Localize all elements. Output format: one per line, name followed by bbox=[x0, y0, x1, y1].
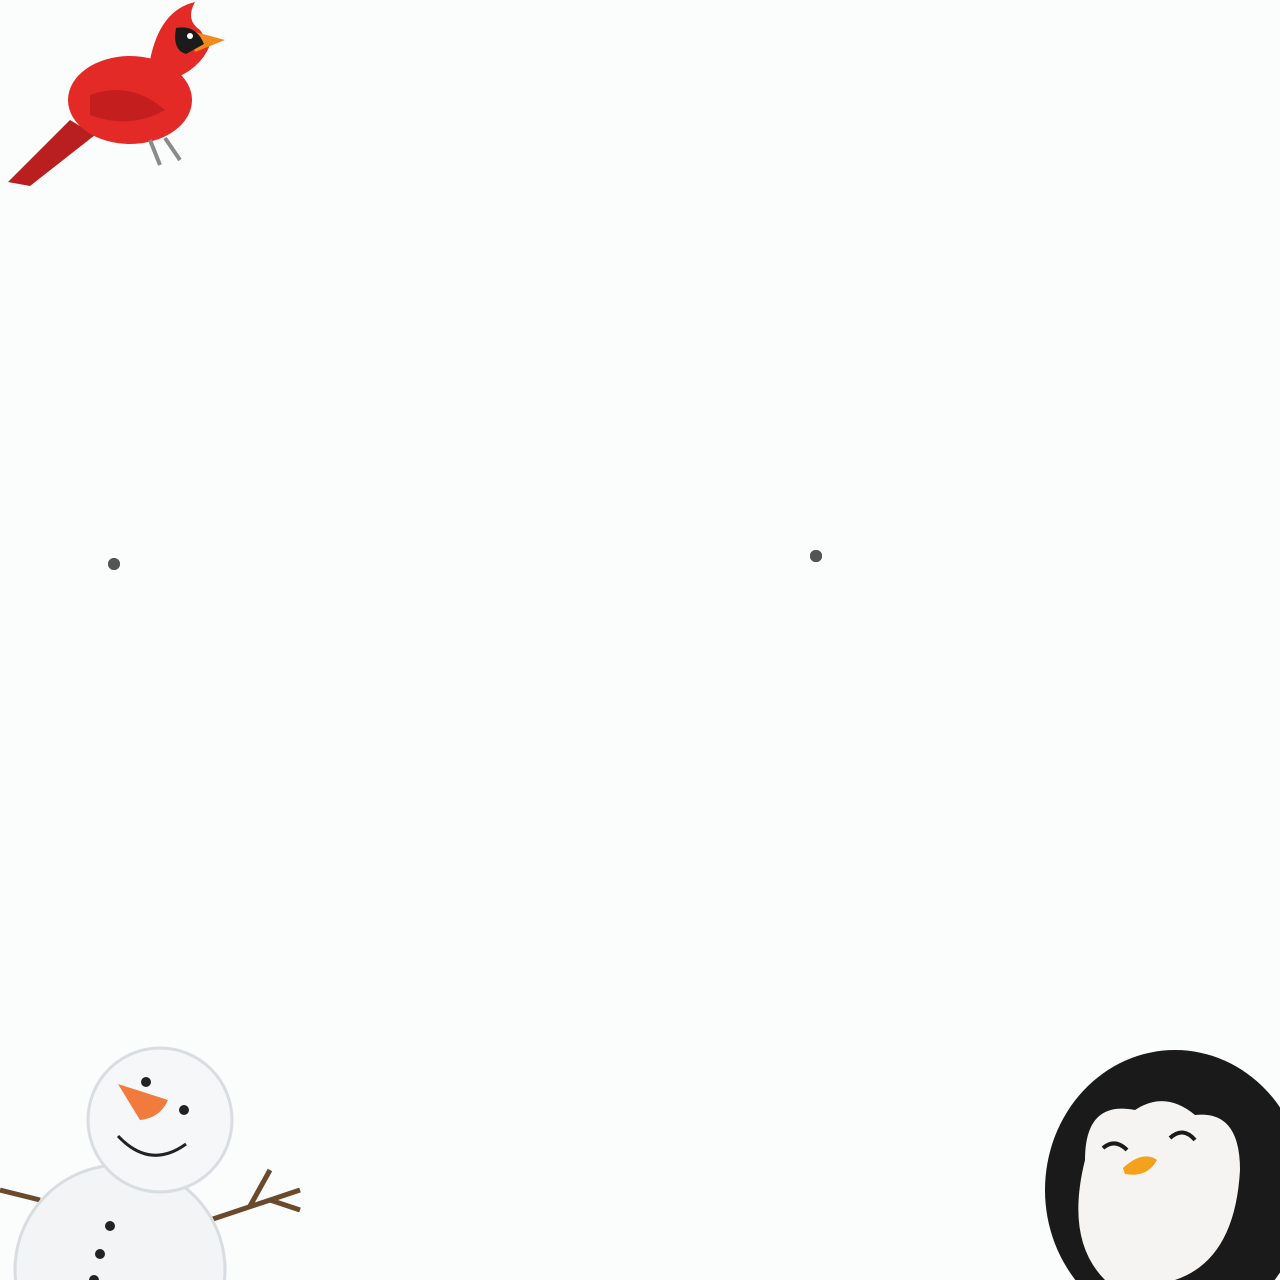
cardinal-icon bbox=[0, 0, 240, 190]
snowman-icon bbox=[0, 1040, 320, 1280]
penguin-icon bbox=[1025, 1040, 1280, 1280]
